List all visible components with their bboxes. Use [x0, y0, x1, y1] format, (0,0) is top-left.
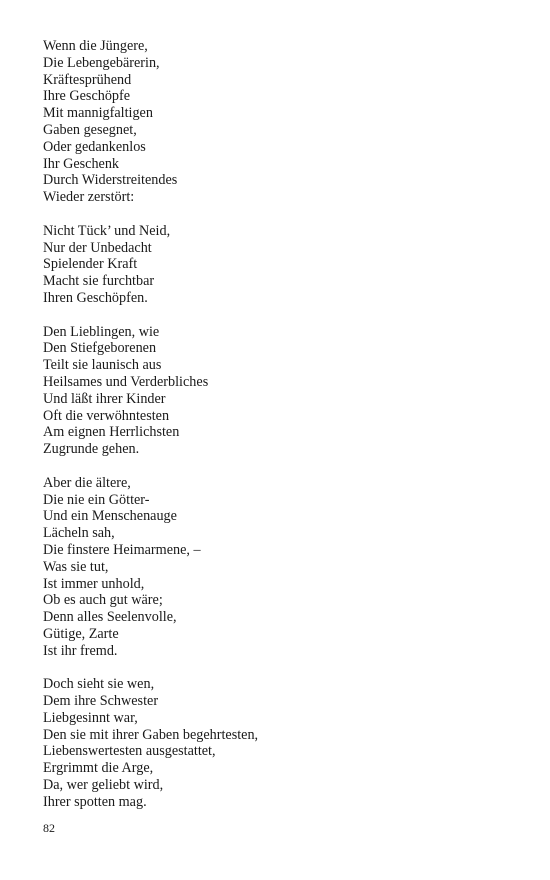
poem-line: Die Lebengebärerin,	[43, 54, 160, 71]
poem-line: Kräftesprühend	[43, 71, 132, 88]
poem-line: Ist ihr fremd.	[43, 642, 118, 659]
poem-line: Wenn die Jüngere,	[43, 38, 148, 54]
stanza-5	[43, 676, 523, 810]
poem-line: Durch Widerstreitendes	[43, 172, 178, 189]
poem-line: Dem ihre Schwester	[43, 693, 159, 710]
page-number: 82	[43, 821, 55, 835]
poem-line: Den Lieblingen, wie	[43, 323, 160, 340]
poem-line: Doch sieht sie wen,	[43, 676, 155, 693]
poem-line: Den sie mit ihrer Gaben begehrtesten,	[43, 726, 259, 743]
poem-line: Wieder zerstört:	[43, 189, 135, 206]
poem-line: Da, wer geliebt wird,	[43, 777, 164, 794]
poem-line: Aber die ältere,	[43, 474, 131, 491]
poem-line: Ob es auch gut wäre;	[43, 592, 163, 609]
poem-line: Liebenswertesten ausgestattet,	[43, 743, 216, 760]
stanza-4	[43, 475, 523, 660]
poem-line: Oft die verwöhntesten	[43, 407, 170, 424]
poem-line: Und ein Menschenauge	[43, 508, 177, 525]
poem-line: Ergrimmt die Arge,	[43, 760, 154, 777]
poem-line: Teilt sie launisch aus	[43, 357, 162, 374]
poem-line: Nur der Unbedacht	[43, 239, 152, 256]
poem-line: Zugrunde gehen.	[43, 441, 140, 458]
poem-line: Oder gedankenlos	[43, 138, 146, 155]
poem-line: Was sie tut,	[43, 558, 109, 575]
poem-line: Die nie ein Götter-	[43, 491, 150, 508]
poem-line: Nicht Tück’ und Neid,	[43, 222, 171, 239]
poem-line: Am eignen Herrlichsten	[43, 424, 180, 441]
stanza-1	[43, 38, 523, 206]
poem-line: Heilsames und Verderbliches	[43, 373, 209, 390]
poem-line: Macht sie furchtbar	[43, 273, 155, 290]
poem-line: Ihr Geschenk	[43, 155, 120, 172]
poem-line: Gütige, Zarte	[43, 625, 119, 642]
poem-line: Ihrer spotten mag.	[43, 793, 147, 810]
poem-text	[43, 38, 523, 827]
poem-line: Mit mannigfaltigen	[43, 105, 153, 122]
stanza-2	[43, 223, 523, 307]
poem-line: Spielender Kraft	[43, 256, 138, 273]
poem-line: Denn alles Seelenvolle,	[43, 609, 177, 626]
stanza-3	[43, 324, 523, 458]
poem-line: Die finstere Heimarmene, –	[43, 541, 201, 558]
poem-line: Und läßt ihrer Kinder	[43, 390, 166, 407]
poem-line: Gaben gesegnet,	[43, 121, 137, 138]
poem-line: Ihren Geschöpfen.	[43, 289, 148, 306]
poem-line: Ihre Geschöpfe	[43, 88, 131, 105]
poem-line: Ist immer unhold,	[43, 575, 145, 592]
poem-line: Lächeln sah,	[43, 525, 115, 542]
poem-line: Den Stiefgeborenen	[43, 340, 157, 357]
poem-line: Liebgesinnt war,	[43, 709, 138, 726]
